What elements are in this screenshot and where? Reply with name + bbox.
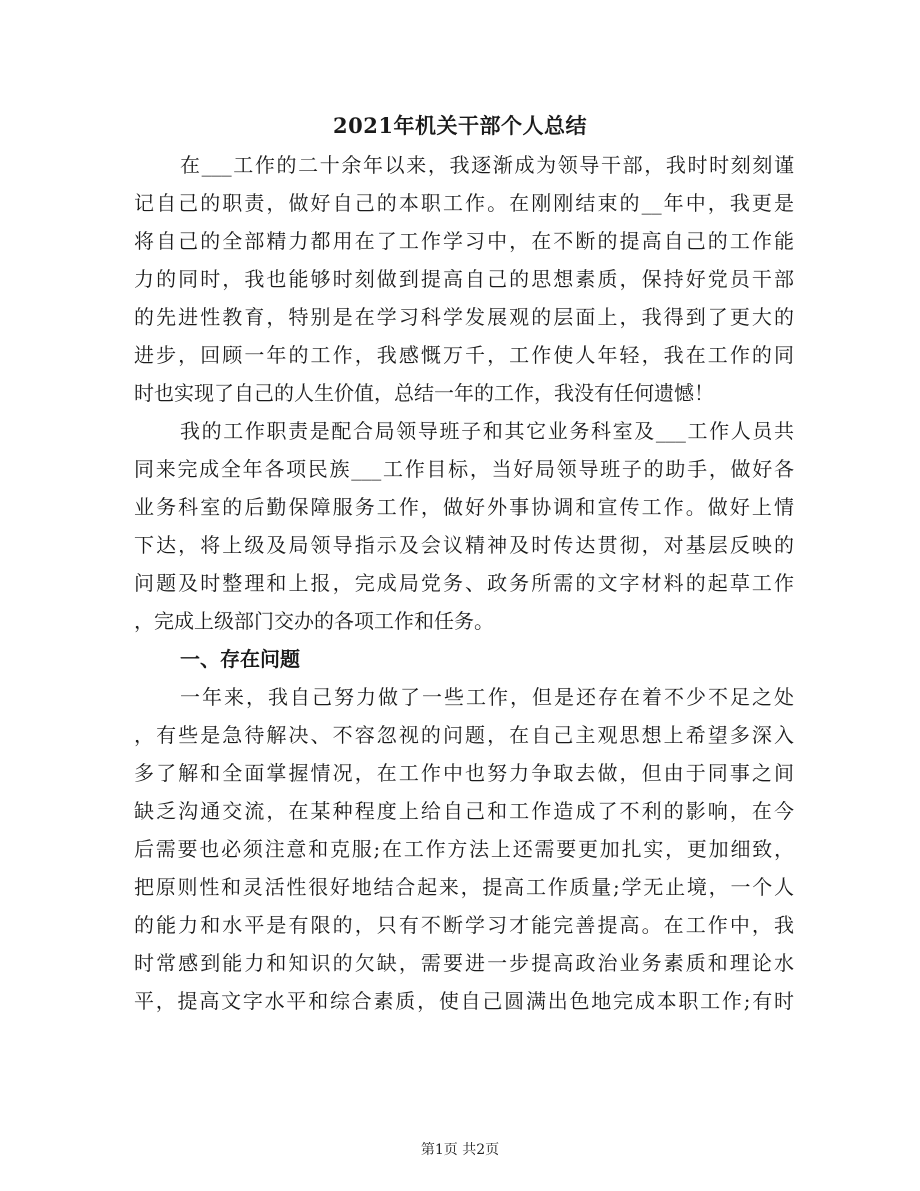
section-heading: 一、存在问题 [180, 647, 300, 671]
paragraph-line: 在___工作的二十余年以来，我逐渐成为领导干部，我时时刻刻谨 [180, 153, 794, 177]
paragraph-line: 力的同时，我也能够时刻做到提高自己的思想素质，保持好党员干部 [134, 267, 794, 291]
paragraph-line: 记自己的职责，做好自己的本职工作。在刚刚结束的__年中，我更是 [134, 191, 794, 215]
paragraph-line: 将自己的全部精力都用在了工作学习中，在不断的提高自己的工作能 [134, 229, 794, 253]
paragraph-line: 一年来，我自己努力做了一些工作，但是还存在着不少不足之处 [180, 685, 794, 709]
paragraph-line: 的先进性教育，特别是在学习科学发展观的层面上，我得到了更大的 [134, 305, 794, 329]
paragraph-line: 平，提高文字水平和综合素质，使自己圆满出色地完成本职工作;有时 [134, 989, 794, 1013]
document-title: 2021年机关干部个人总结 [333, 113, 587, 138]
paragraph-line: 问题及时整理和上报，完成局党务、政务所需的文字材料的起草工作 [134, 571, 794, 595]
paragraph-line: ，有些是急待解决、不容忽视的问题，在自己主观思想上希望多深入 [134, 723, 794, 747]
paragraph-line: 后需要也必须注意和克服;在工作方法上还需要更加扎实，更加细致， [134, 837, 794, 861]
paragraph-line: 时也实现了自己的人生价值，总结一年的工作，我没有任何遗憾！ [134, 381, 714, 405]
paragraph-line: 业务科室的后勤保障服务工作，做好外事协调和宣传工作。做好上情 [134, 495, 794, 519]
paragraph-line: ，完成上级部门交办的各项工作和任务。 [134, 609, 494, 633]
page-footer: 第1页 共2页 [420, 1142, 500, 1158]
paragraph-line: 下达，将上级及局领导指示及会议精神及时传达贯彻，对基层反映的 [134, 533, 794, 557]
document-body [134, 146, 794, 1020]
paragraph-line: 我的工作职责是配合局领导班子和其它业务科室及___工作人员共 [180, 419, 794, 443]
paragraph-line: 缺乏沟通交流，在某种程度上给自己和工作造成了不利的影响，在今 [134, 799, 794, 823]
paragraph-line: 进步，回顾一年的工作，我感慨万千，工作使人年轻，我在工作的同 [134, 343, 794, 367]
paragraph-line: 把原则性和灵活性很好地结合起来，提高工作质量;学无止境，一个人 [134, 875, 794, 899]
paragraph-line: 多了解和全面掌握情况，在工作中也努力争取去做，但由于同事之间 [134, 761, 794, 785]
paragraph-line: 时常感到能力和知识的欠缺，需要进一步提高政治业务素质和理论水 [134, 951, 794, 975]
paragraph-line: 的能力和水平是有限的，只有不断学习才能完善提高。在工作中，我 [134, 913, 794, 937]
paragraph-line: 同来完成全年各项民族___工作目标，当好局领导班子的助手，做好各 [134, 457, 794, 481]
